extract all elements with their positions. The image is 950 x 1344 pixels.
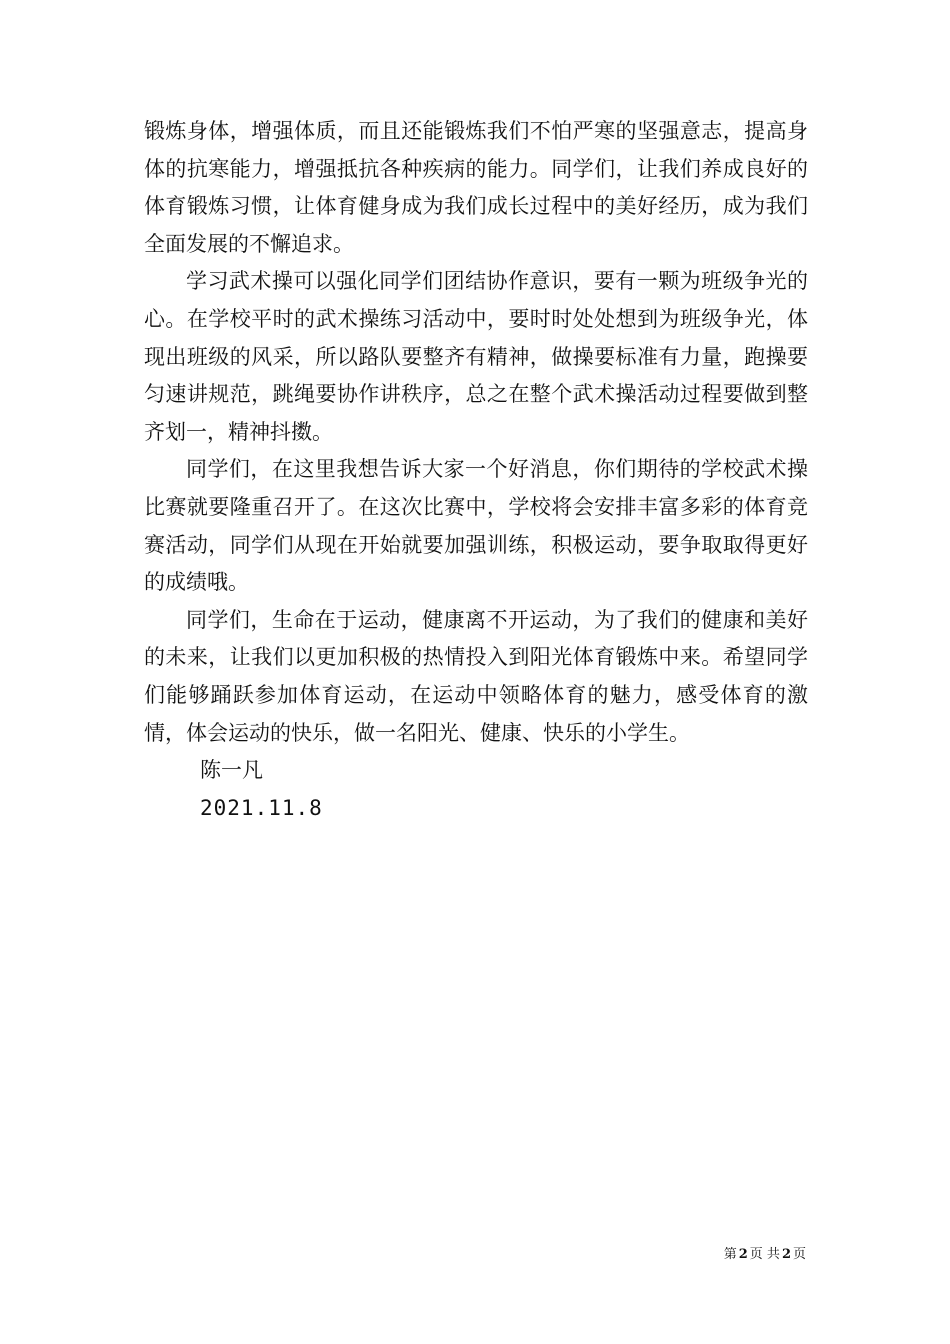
paragraph-martial-arts: 学习武术操可以强化同学们团结协作意识，要有一颗为班级争光的心。在学校平时的武术操练习活动中，要时时处处想到为班级争光，体现出班级的风采，所以路队要整齐有精神，做操要标准有力量，跑操要匀速讲规范，跳绳要协作讲秩序，总之在整个武术操活动过程要做到整齐划一，精神抖擞。 bbox=[144, 269, 808, 444]
page-number-footer bbox=[724, 1247, 806, 1263]
current-page-number: 2 bbox=[738, 1247, 748, 1262]
footer-prefix: 第 bbox=[723, 1247, 737, 1262]
paragraph-continuation: 锻炼身体，增强体质，而且还能锻炼我们不怕严寒的坚强意志，提高身体的抗寒能力，增强抵抗各种疾病的能力。同学们，让我们养成良好的体育锻炼习惯，让体育健身成为我们成长过程中的美好经历，成为我们全面发展的不懈追求。 bbox=[144, 119, 808, 256]
date: 2021.11.8 bbox=[200, 795, 323, 820]
footer-middle: 页 共 bbox=[749, 1247, 780, 1262]
paragraph-closing: 同学们，生命在于运动，健康离不开运动，为了我们的健康和美好的未来，让我们以更加积极的热情投入到阳光体育锻炼中来。希望同学们能够踊跃参加体育运动，在运动中领略体育的魅力，感受体育的激情，体会运动的快乐，做一名阳光、健康、快乐的小学生。 bbox=[144, 607, 808, 745]
document-body bbox=[144, 113, 808, 827]
paragraph-competition-news: 同学们，在这里我想告诉大家一个好消息，你们期待的学校武术操比赛就要隆重召开了。在这次比赛中，学校将会安排丰富多彩的体育竞赛活动，同学们从现在开始就要加强训练，积极运动，要争取取得更好的成绩哦。 bbox=[144, 457, 808, 595]
total-page-number: 2 bbox=[781, 1247, 791, 1262]
signature: 陈一凡 bbox=[200, 758, 263, 783]
footer-suffix: 页 bbox=[792, 1247, 806, 1262]
